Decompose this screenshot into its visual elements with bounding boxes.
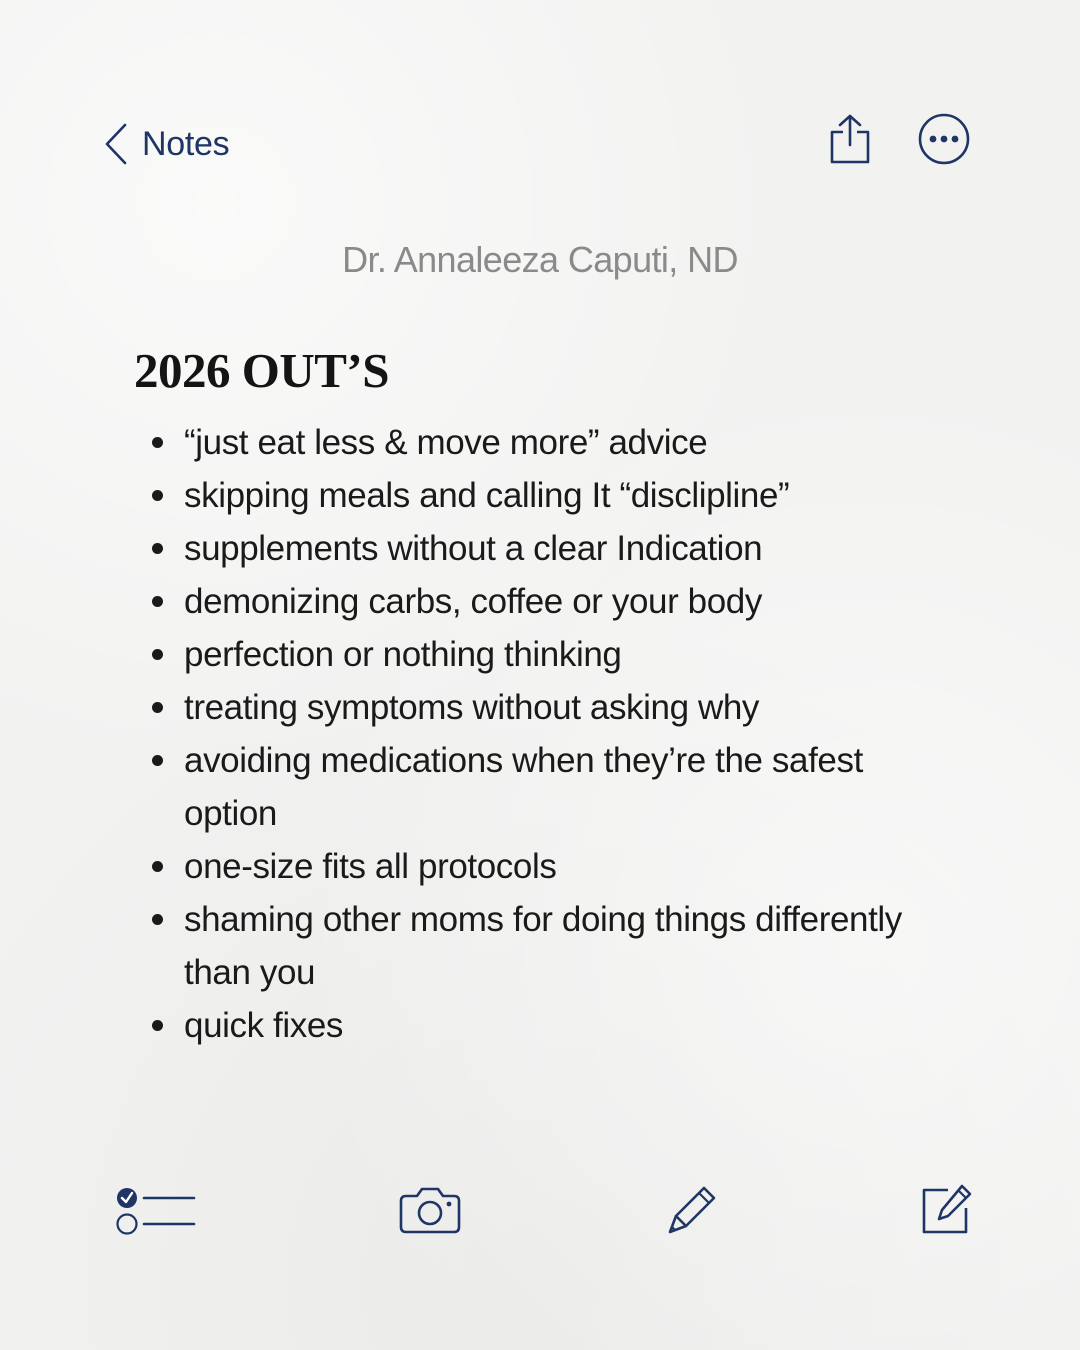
list-item [184,469,924,522]
list-item-text: shaming other moms for doing things differently than you [184,900,902,992]
bullet-icon [152,914,163,925]
more-button[interactable] [916,110,972,168]
bullet-icon [152,755,163,766]
checklist-button[interactable] [114,1178,198,1242]
note-author: Dr. Annaleeza Caputi, ND [342,239,738,280]
list-item [184,999,924,1052]
share-button[interactable] [822,110,878,168]
bullet-icon [152,596,163,607]
bullet-icon [152,649,163,660]
compose-icon [918,1182,974,1238]
list-item-text: avoiding medications when they’re the safest option [184,741,863,833]
markup-button[interactable] [662,1178,722,1242]
nav-actions [822,110,972,168]
list-item-text: treating symptoms without asking why [184,688,760,727]
note-list [184,416,924,1052]
bullet-icon [152,437,163,448]
bullet-icon [152,861,163,872]
compose-button[interactable] [916,1178,976,1242]
back-button-label: Notes [142,125,230,163]
list-item [184,628,924,681]
bottom-toolbar [0,1178,1080,1242]
bullet-icon [152,490,163,501]
list-item [184,893,924,999]
ellipsis-circle-icon [917,112,971,166]
list-item [184,416,924,469]
list-item-text: demonizing carbs, coffee or your body [184,582,762,621]
pencil-icon [664,1182,720,1238]
list-item-text: perfection or nothing thinking [184,635,622,674]
chevron-left-icon [104,123,128,165]
bullet-icon [152,543,163,554]
list-item-text: supplements without a clear Indication [184,529,763,568]
bullet-icon [152,1020,163,1031]
list-item-text: one-size fits all protocols [184,847,557,886]
note-title: 2026 OUT’S [134,343,390,398]
list-item [184,575,924,628]
list-item [184,681,924,734]
camera-icon [398,1185,462,1235]
checklist-icon [116,1184,196,1236]
list-item [184,734,924,840]
list-item-text: skipping meals and calling It “disclipline” [184,476,790,515]
list-item [184,840,924,893]
list-item-text: quick fixes [184,1006,343,1045]
share-icon [828,113,872,165]
bullet-icon [152,702,163,713]
back-button[interactable] [104,118,229,170]
list-item-text: “just eat less & move more” advice [184,423,708,462]
list-item [184,522,924,575]
camera-button[interactable] [396,1178,464,1242]
